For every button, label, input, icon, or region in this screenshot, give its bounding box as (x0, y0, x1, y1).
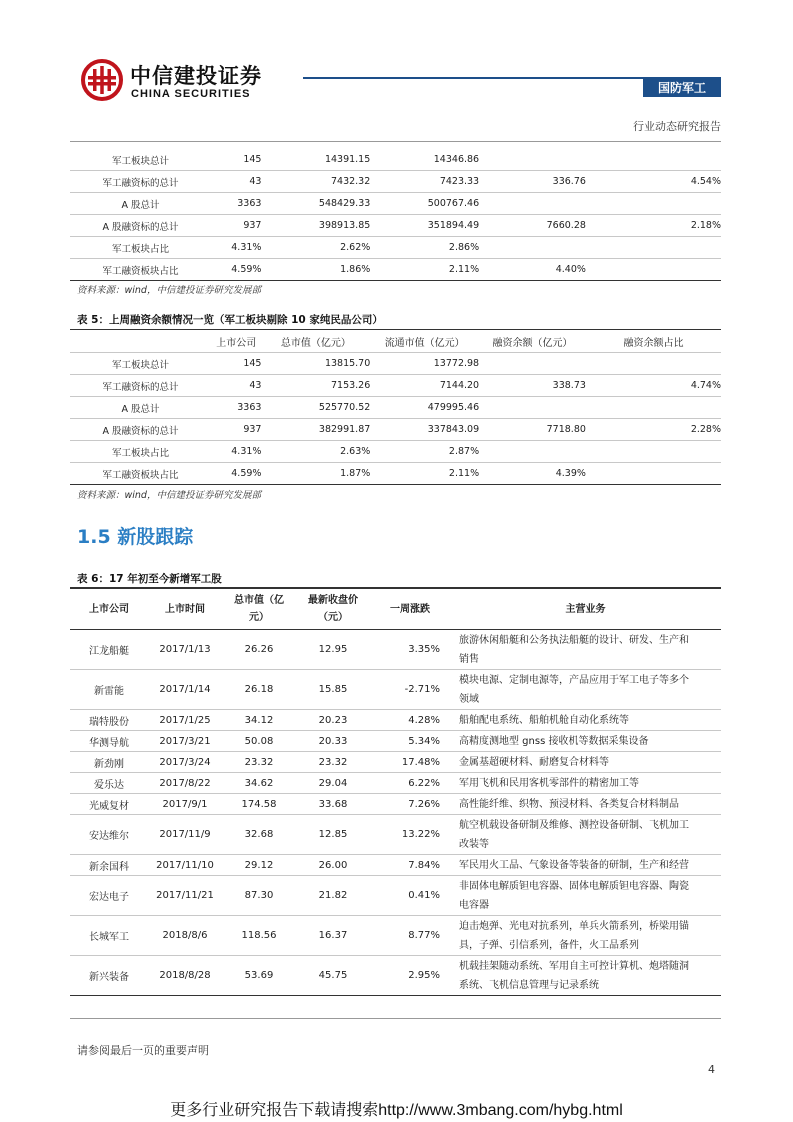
table5-header-cell: 上市公司 (216, 338, 257, 349)
table4-row (70, 237, 721, 259)
table6-caption: 表 6：17 年初至今新增军工股 (77, 573, 222, 585)
table6-cell-business (450, 670, 721, 710)
table5-header-row (70, 331, 721, 353)
table6-cell-b: 2017/8/22 (148, 773, 222, 794)
section-title: 1.5 新股跟踪 (77, 526, 194, 548)
table6-header-company: 上市公司 (70, 589, 148, 630)
report-type: 行业动态研究报告 (633, 120, 721, 133)
table6-cell-b: 2017/11/21 (148, 876, 222, 916)
table5-cell-c4: 13772.98 (433, 358, 480, 369)
table6-cell-business (450, 916, 721, 956)
table5-cell-c1: A 股融资标的总计 (102, 425, 179, 437)
table6-cell-d: 26.00 (296, 855, 370, 876)
table6-cell-d: 12.85 (296, 815, 370, 855)
table4-cell-c1: 军工板块占比 (112, 243, 170, 255)
table4-cell-c4: 7423.33 (439, 176, 480, 187)
table4-cell-c5: 4.40% (555, 264, 586, 275)
table5-cell-c4: 2.87% (448, 446, 480, 457)
header-bar (303, 79, 721, 97)
table5-header-cell: 融资余额占比 (623, 338, 684, 349)
china-securities-logo-icon (80, 58, 124, 102)
table6-row (70, 855, 721, 876)
margin-table-prior (70, 149, 721, 281)
table6-row (70, 731, 721, 752)
table6-cell-a: 新劲刚 (70, 752, 148, 773)
table6-cell-d: 16.37 (296, 916, 370, 956)
table6-cell-business (450, 752, 721, 773)
table6-cell-e: 17.48% (370, 752, 450, 773)
table6-cell-d: 12.95 (296, 630, 370, 670)
business-line1: 金属基超硬材料、耐磨复合材料等 (459, 756, 609, 768)
table4-cell-c2: 3363 (237, 198, 262, 209)
table5-cell-c4: 2.11% (448, 468, 480, 479)
table6-cell-c: 23.32 (222, 752, 296, 773)
table6-cell-a: 华测导航 (70, 731, 148, 752)
table5-cell-c1: A 股总计 (121, 403, 160, 415)
business-line1: 机载挂架随动系统、军用自主可控计算机、炮塔随洞 (459, 960, 689, 972)
table5-cell-c6: 2.28% (690, 424, 721, 435)
table5-cell-c2: 4.59% (231, 468, 262, 479)
brand-name-cn: 中信建投证券 (130, 64, 262, 88)
business-line1: 军用飞机和民用客机零部件的精密加工等 (459, 777, 639, 789)
table4-cell-c1: 军工板块总计 (112, 155, 170, 167)
table6-cell-a: 瑞特股份 (70, 710, 148, 731)
table6-row (70, 773, 721, 794)
table6-cell-a: 安达维尔 (70, 815, 148, 855)
table6-cell-business (450, 773, 721, 794)
table5-cell-c6 (586, 397, 721, 419)
table6-row (70, 670, 721, 710)
table5-header-cell: 流通市值（亿元） (384, 338, 465, 349)
table6-cell-e: 0.41% (370, 876, 450, 916)
table6-header-change: 一周涨跌 (370, 589, 450, 630)
table5-cell-c2: 3363 (237, 402, 262, 413)
table5-cell-c3: 7153.26 (330, 380, 371, 391)
table4-cell-c4: 2.11% (448, 264, 480, 275)
table6-cell-c: 34.62 (222, 773, 296, 794)
table4-cell-c5 (479, 149, 586, 171)
table5-cell-c3: 1.87% (340, 468, 371, 479)
table5-row (70, 375, 721, 397)
table5-cell-c5: 4.39% (555, 468, 586, 479)
table5-cell-c4: 7144.20 (439, 380, 480, 391)
table5-cell-c3: 525770.52 (318, 402, 371, 413)
table5-top-rule (70, 329, 721, 330)
table5-row (70, 353, 721, 375)
table6-cell-d: 33.68 (296, 794, 370, 815)
table4-row (70, 215, 721, 237)
table4-cell-c3: 2.62% (340, 242, 371, 253)
table6-cell-a: 长城军工 (70, 916, 148, 956)
table5-cell-c6 (586, 441, 721, 463)
disclaimer-note: 请参阅最后一页的重要声明 (77, 1044, 209, 1057)
table4-row (70, 259, 721, 281)
table6-row (70, 794, 721, 815)
table6-cell-d: 23.32 (296, 752, 370, 773)
business-line1: 非固体电解质钽电容器、固体电解质钽电容器、陶瓷 (459, 880, 689, 892)
table6-row (70, 752, 721, 773)
business-line1: 航空机载设备研制及维修、测控设备研制、飞机加工 (459, 819, 689, 831)
table6-cell-d: 20.33 (296, 731, 370, 752)
table4-row (70, 171, 721, 193)
table6-row (70, 916, 721, 956)
business-line2: 具，子弹、引信系列，备件，火工品系列 (459, 939, 639, 951)
table6-cell-e: 4.28% (370, 710, 450, 731)
table4-cell-c4: 2.86% (448, 242, 480, 253)
table6-cell-e: 3.35% (370, 630, 450, 670)
table4-cell-c6 (586, 259, 721, 281)
table4-cell-c3: 398913.85 (318, 220, 371, 231)
business-line1: 高精度测地型 gnss 接收机等数据采集设备 (459, 735, 649, 747)
table6-header-date: 上市时间 (148, 589, 222, 630)
table6-header-price-line2: （元） (318, 612, 348, 623)
table6-cell-e: 8.77% (370, 916, 450, 956)
table6-cell-b: 2017/9/1 (148, 794, 222, 815)
table6-row (70, 630, 721, 670)
business-line2: 领域 (459, 693, 479, 705)
table4-cell-c6 (586, 193, 721, 215)
table5-cell-c6: 4.74% (690, 380, 721, 391)
table6-cell-b: 2017/1/13 (148, 630, 222, 670)
table6-cell-business (450, 855, 721, 876)
footer-divider (70, 1018, 721, 1019)
table4-cell-c3: 14391.15 (324, 154, 371, 165)
table6-cell-business (450, 956, 721, 996)
table6-header-mcap (222, 589, 296, 630)
table4-cell-c4: 351894.49 (427, 220, 480, 231)
business-line2: 销售 (459, 653, 479, 665)
header-divider (70, 141, 721, 142)
table6-cell-c: 26.26 (222, 630, 296, 670)
table5-cell-c6 (586, 463, 721, 485)
table6-cell-e: 7.26% (370, 794, 450, 815)
table5-cell-c1: 军工板块占比 (112, 447, 170, 459)
table6-cell-c: 174.58 (222, 794, 296, 815)
business-line2: 系统、飞机信息管理与记录系统 (459, 979, 599, 991)
table5-cell-c2: 145 (243, 358, 262, 369)
table4-cell-c5: 336.76 (552, 176, 586, 187)
table5-row (70, 441, 721, 463)
table6-row (70, 956, 721, 996)
table6-cell-d: 29.04 (296, 773, 370, 794)
table5-caption: 表 5：上周融资余额情况一览（军工板块剔除 10 家纯民品公司） (77, 314, 383, 326)
margin-table-last-week (70, 331, 721, 485)
table6-header-price (296, 589, 370, 630)
table5-cell-c1: 军工板块总计 (112, 359, 170, 371)
table4-cell-c4: 500767.46 (427, 198, 480, 209)
table6-cell-d: 20.23 (296, 710, 370, 731)
table6-cell-b: 2018/8/28 (148, 956, 222, 996)
table5-cell-c3: 382991.87 (318, 424, 371, 435)
table6-cell-b: 2017/3/24 (148, 752, 222, 773)
table6-cell-b: 2017/1/25 (148, 710, 222, 731)
table4-cell-c3: 548429.33 (318, 198, 371, 209)
new-military-stocks-table (70, 589, 721, 996)
table6-cell-c: 118.56 (222, 916, 296, 956)
table4-cell-c5 (479, 237, 586, 259)
table6-cell-e: 13.22% (370, 815, 450, 855)
promo-link-text: 更多行业研究报告下载请搜索http://www.3mbang.com/hybg.html (170, 1102, 623, 1119)
table6-cell-c: 50.08 (222, 731, 296, 752)
table6-cell-c: 29.12 (222, 855, 296, 876)
table5-cell-c2: 43 (249, 380, 262, 391)
table4-cell-c6 (586, 237, 721, 259)
page-number: 4 (708, 1063, 715, 1076)
table4-cell-c6 (586, 149, 721, 171)
table6-cell-b: 2017/1/14 (148, 670, 222, 710)
table6-cell-b: 2018/8/6 (148, 916, 222, 956)
table6-cell-e: -2.71% (370, 670, 450, 710)
table6-row (70, 876, 721, 916)
table5-cell-c5 (479, 397, 586, 419)
table5-cell-c5: 338.73 (552, 380, 586, 391)
table5-row (70, 463, 721, 485)
table4-row (70, 149, 721, 171)
table6-cell-a: 光威复材 (70, 794, 148, 815)
table6-header-business: 主营业务 (450, 589, 721, 630)
business-line1: 军民用火工品、气象设备等装备的研制，生产和经营 (459, 859, 689, 871)
table6-cell-c: 34.12 (222, 710, 296, 731)
table6-cell-a: 江龙船艇 (70, 630, 148, 670)
table5-cell-c1: 军工融资标的总计 (102, 381, 179, 393)
table5-cell-c3: 2.63% (340, 446, 371, 457)
table5-cell-c5 (479, 353, 586, 375)
table6-cell-e: 7.84% (370, 855, 450, 876)
table6-cell-b: 2017/11/10 (148, 855, 222, 876)
table4-cell-c2: 4.59% (231, 264, 262, 275)
table6-cell-c: 53.69 (222, 956, 296, 996)
table4-source: 资料来源：wind，中信建投证券研究发展部 (77, 285, 261, 296)
table4-cell-c5 (479, 193, 586, 215)
table5-row (70, 397, 721, 419)
table6-cell-c: 87.30 (222, 876, 296, 916)
business-line1: 船舶配电系统、船舶机舱自动化系统等 (459, 714, 629, 726)
business-line2: 电容器 (459, 899, 489, 911)
table6-cell-business (450, 630, 721, 670)
table4-cell-c5: 7660.28 (546, 220, 586, 231)
table4-row (70, 193, 721, 215)
table4-cell-c2: 4.31% (231, 242, 262, 253)
business-line1: 旅游休闲船艇和公务执法船艇的设计、研发、生产和 (459, 634, 689, 646)
table5-cell-c3: 13815.70 (324, 358, 371, 369)
table5-header-cell: 融资余额（亿元） (492, 338, 573, 349)
table6-header-price-line1: 最新收盘价 (308, 595, 358, 606)
sector-tag: 国防军工 (643, 79, 721, 97)
table6-row (70, 815, 721, 855)
business-line1: 迫击炮弹、光电对抗系列，单兵火箭系列，桥梁用锚 (459, 920, 689, 932)
table6-cell-a: 宏达电子 (70, 876, 148, 916)
table5-source: 资料来源：wind，中信建投证券研究发展部 (77, 490, 261, 501)
business-line1: 高性能纤维、织物、预浸材料、各类复合材料制品 (459, 798, 679, 810)
table6-header-row (70, 589, 721, 630)
business-line2: 改装等 (459, 838, 489, 850)
table5-cell-c2: 4.31% (231, 446, 262, 457)
table4-cell-c1: 军工融资板块占比 (102, 265, 179, 277)
brand-name-en: CHINA SECURITIES (131, 88, 251, 100)
table6-cell-business (450, 794, 721, 815)
table5-cell-c1: 军工融资板块占比 (102, 469, 179, 481)
table4-cell-c4: 14346.86 (433, 154, 480, 165)
table5-cell-c2: 937 (243, 424, 262, 435)
table6-cell-c: 32.68 (222, 815, 296, 855)
table5-header-cell: 总市值（亿元） (280, 338, 351, 349)
table6-cell-c: 26.18 (222, 670, 296, 710)
table4-cell-c1: 军工融资标的总计 (102, 177, 179, 189)
table4-cell-c1: A 股总计 (121, 199, 160, 211)
table5-cell-c4: 479995.46 (427, 402, 480, 413)
table5-cell-c4: 337843.09 (427, 424, 480, 435)
table6-header-mcap-line2: 元） (249, 612, 269, 623)
table6-cell-d: 15.85 (296, 670, 370, 710)
table4-cell-c6: 4.54% (690, 176, 721, 187)
table6-cell-business (450, 876, 721, 916)
table6-cell-a: 新雷能 (70, 670, 148, 710)
table6-row (70, 710, 721, 731)
table4-cell-c2: 937 (243, 220, 262, 231)
table5-header-cell (70, 331, 211, 353)
table6-cell-e: 6.22% (370, 773, 450, 794)
table6-cell-a: 新余国科 (70, 855, 148, 876)
table6-cell-b: 2017/11/9 (148, 815, 222, 855)
table6-cell-a: 爱乐达 (70, 773, 148, 794)
table6-cell-b: 2017/3/21 (148, 731, 222, 752)
table4-cell-c3: 7432.32 (330, 176, 371, 187)
table5-row (70, 419, 721, 441)
table4-cell-c2: 145 (243, 154, 262, 165)
table6-cell-a: 新兴装备 (70, 956, 148, 996)
table6-cell-d: 21.82 (296, 876, 370, 916)
table6-cell-d: 45.75 (296, 956, 370, 996)
table6-cell-business (450, 710, 721, 731)
table4-cell-c3: 1.86% (340, 264, 371, 275)
table4-cell-c2: 43 (249, 176, 262, 187)
table6-header-mcap-line1: 总市值（亿 (234, 595, 284, 606)
business-line1: 模块电源、定制电源等，产品应用于军工电子等多个 (459, 674, 689, 686)
table5-cell-c5: 7718.80 (546, 424, 586, 435)
table4-cell-c6: 2.18% (690, 220, 721, 231)
table6-cell-business (450, 815, 721, 855)
table4-cell-c1: A 股融资标的总计 (102, 221, 179, 233)
table6-cell-e: 5.34% (370, 731, 450, 752)
table5-cell-c5 (479, 441, 586, 463)
table6-cell-business (450, 731, 721, 752)
table6-cell-e: 2.95% (370, 956, 450, 996)
table5-cell-c6 (586, 353, 721, 375)
